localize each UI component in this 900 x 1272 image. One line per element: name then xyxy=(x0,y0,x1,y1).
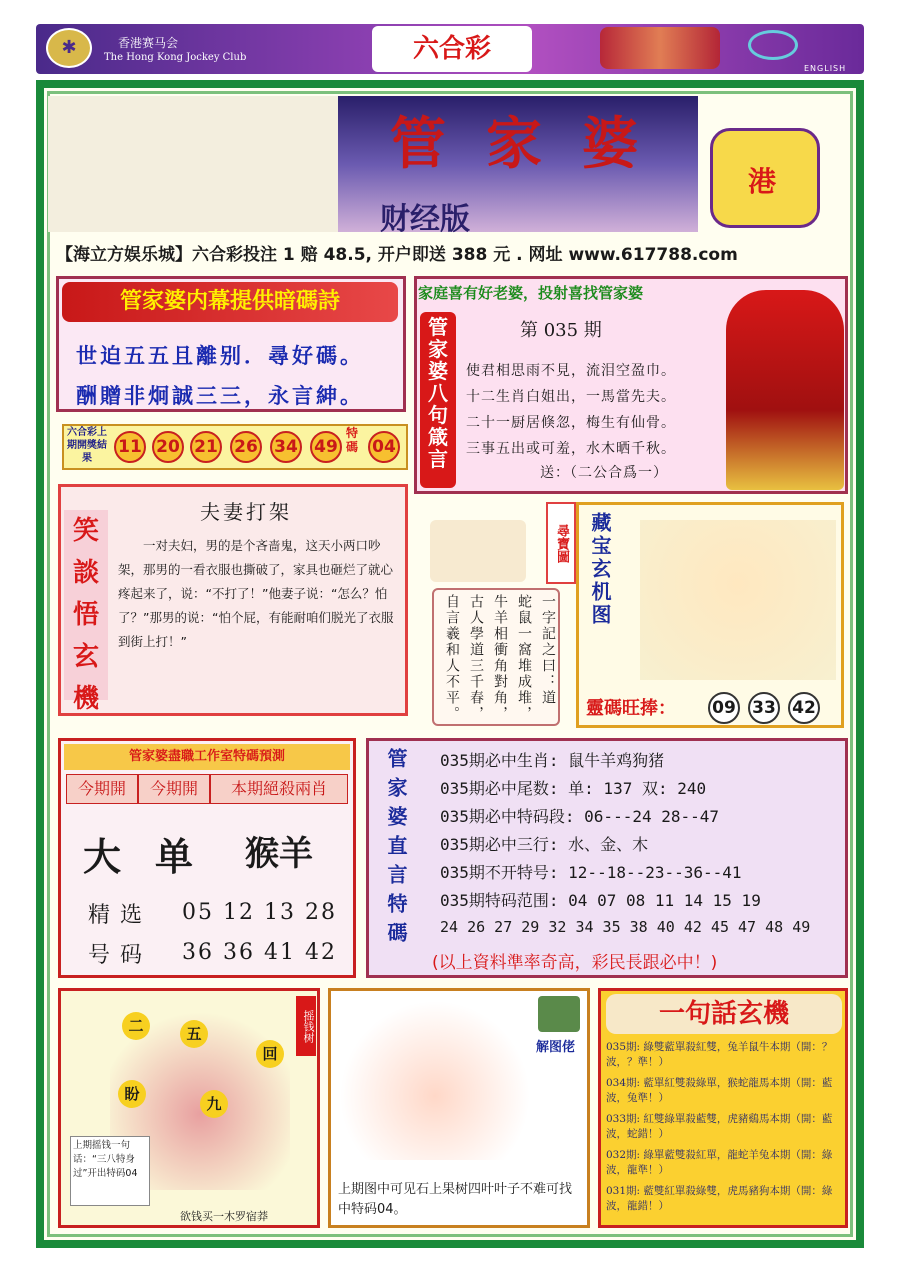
tree-caption: 欲钱买一木罗宿莽 xyxy=(180,1210,268,1223)
tree-ball: 盼 xyxy=(118,1080,146,1108)
direct-line: 035期必中尾数: 单: 137 双: 240 xyxy=(440,779,707,798)
direct-line: 035期必中生肖: 鼠牛羊鸡狗猪 xyxy=(440,751,665,770)
club-name-en: The Hong Kong Jockey Club xyxy=(104,52,247,63)
bagua-header: 家庭喜有好老婆，投射喜找管家婆 xyxy=(418,284,644,302)
joke-title: 夫妻打架 xyxy=(200,500,292,524)
result-ball: 21 xyxy=(190,431,222,463)
horse-rider-image xyxy=(430,520,526,582)
joke-text: 一对夫妇，男的是个吝啬鬼，这天小两口吵架，那男的一看衣服也撕破了，家具也砸烂了就心疼起来了，说：“不打了！”他妻子说：“怎么？怕了？”那男的说：“怕个屁，有能耐咱们脱光了衣服到街上打！” xyxy=(118,538,394,649)
predict-kill-zodiac: 猴羊 xyxy=(245,834,313,874)
predict-col-header: 本期絕殺兩肖 xyxy=(210,774,348,804)
direct-line: 035期必中三行: 水、金、木 xyxy=(440,835,649,854)
issue-number: 第 035 期 xyxy=(520,320,602,341)
direct-box xyxy=(366,738,848,978)
lantern-char: 港 xyxy=(748,165,777,198)
bagua-line: 使君相思雨不見，流泪空盈巾。 xyxy=(466,363,676,379)
result-ball: 49 xyxy=(310,431,342,463)
direct-line: 035期特码范围: 04 07 08 11 14 15 19 xyxy=(440,891,761,910)
predict-big-value: 单 xyxy=(154,834,193,879)
direct-line: 035期不开特号: 12--18--23--36--41 xyxy=(440,863,742,882)
special-label: 特碼 xyxy=(346,426,359,454)
club-name-cn: 香港赛马会 xyxy=(118,36,179,50)
direct-side-title: 管家婆直言特碼 xyxy=(384,748,408,951)
pick-label: 号码 xyxy=(88,943,153,968)
treasure-image xyxy=(640,520,836,680)
predict-col-header: 今期開 xyxy=(66,774,138,804)
result-ball: 26 xyxy=(230,431,262,463)
pick-numbers: 36 36 41 42 xyxy=(182,940,337,965)
tree-ball: 回 xyxy=(256,1040,284,1068)
banner-subtitle: 财经版 xyxy=(380,202,470,237)
banner-blank-area xyxy=(48,96,338,232)
one-sentence-title: 一句話玄機 xyxy=(606,994,842,1034)
lingma-number: 33 xyxy=(748,692,780,724)
scroll-col: 牛羊相衝角對角， xyxy=(492,594,508,722)
special-ball: 04 xyxy=(368,431,400,463)
bagua-line: 三事五出或可羞，水木晒千秋。 xyxy=(466,441,676,457)
scroll-col: 一字記之曰：道 xyxy=(540,594,556,706)
direct-footer: (以上資料準率奇高，彩民長跟必中！) xyxy=(432,953,718,973)
result-ball: 11 xyxy=(114,431,146,463)
one-sentence-line: 035期: 綠雙藍單殺紅雙，兔羊鼠牛本期（開：？波，？準！） xyxy=(606,1041,833,1068)
one-sentence-line: 034期: 藍單紅雙殺綠單，猴蛇龍馬本期（開：藍波，兔準！） xyxy=(606,1077,833,1104)
poem-line: 世迫五五且離别．尋好碼。 xyxy=(76,343,364,368)
riddle-text: 上期图中可见石上果树四叶叶子不难可找中特码04。 xyxy=(338,1182,573,1217)
result-ball: 34 xyxy=(270,431,302,463)
predict-col-header: 今期開 xyxy=(138,774,210,804)
money-tree-label: 摇钱树 xyxy=(296,996,316,1056)
horses-banner-image xyxy=(600,27,720,69)
banner-title: 管家婆 xyxy=(390,111,678,177)
poem-line: 酬贈非炯誠三三，永言紳。 xyxy=(76,383,364,408)
riddle-label: 解图佬 xyxy=(536,1040,576,1055)
tree-note: 上期摇钱一句话：“三八特身过”开出特码04 xyxy=(70,1136,150,1206)
bride-image xyxy=(726,290,844,490)
predict-big-value: 大 xyxy=(82,834,121,879)
bagua-line: 二十一厨居倏忽，梅生有仙骨。 xyxy=(466,415,676,431)
direct-line: 035期必中特码段: 06---24 28--47 xyxy=(440,807,720,826)
bagua-line: 十二生肖白姐出，一馬當先夫。 xyxy=(466,389,676,405)
bagua-line: 送：（二公合爲一） xyxy=(540,465,668,481)
treasure-title: 藏宝玄机图 xyxy=(588,512,612,627)
lingma-label: 靈碼旺捧： xyxy=(586,698,676,719)
joke-side-title: 笑談悟玄機 xyxy=(64,510,108,700)
treasure-map-label: 尋寶圖 xyxy=(546,502,576,584)
direct-line: 24 26 27 29 32 34 35 38 40 42 45 47 48 49 xyxy=(440,918,811,936)
pick-numbers: 05 12 13 28 xyxy=(182,900,337,925)
pick-label: 精选 xyxy=(88,903,153,928)
lingma-number: 42 xyxy=(788,692,820,724)
mark-six-title: 六合彩 xyxy=(372,26,532,72)
poem-title: 管家婆内幕提供暗碼詩 xyxy=(62,282,398,322)
one-sentence-line: 033期: 紅雙綠單殺藍雙，虎豬鷄馬本期（開：藍波，蛇錯！） xyxy=(606,1113,833,1140)
scroll-col: 自言羲和人不平。 xyxy=(444,594,460,722)
predict-header: 管家婆盡職工作室特碼預測 xyxy=(64,744,350,770)
riddle-icon xyxy=(538,996,580,1032)
riddle-image xyxy=(340,1000,530,1160)
bagua-side-title: 管家婆八句箴言 xyxy=(420,312,456,488)
tree-ball: 二 xyxy=(122,1012,150,1040)
tree-ball: 五 xyxy=(180,1020,208,1048)
scroll-col: 蛇鼠一窩堆成堆， xyxy=(516,594,532,722)
scroll-col: 古人學道三千春， xyxy=(468,594,484,722)
english-link[interactable]: ENGLISH xyxy=(804,64,847,73)
results-label: 六合彩上期開獎結果 xyxy=(67,427,107,464)
english-logo-icon[interactable] xyxy=(748,30,798,60)
result-ball: 20 xyxy=(152,431,184,463)
jockey-club-logo-icon[interactable]: ✱ xyxy=(46,28,92,68)
tree-ball: 九 xyxy=(200,1090,228,1118)
ad-link[interactable]: 【海立方娱乐城】六合彩投注 1 赔 48.5, 开户即送 388 元 . 网址 www.617788.com xyxy=(56,245,738,265)
one-sentence-line: 032期: 綠單藍雙殺紅單，龍蛇羊兔本期（開：綠波，龍準！） xyxy=(606,1149,833,1176)
lingma-number: 09 xyxy=(708,692,740,724)
one-sentence-line: 031期: 藍雙紅單殺綠雙，虎馬豬狗本期（開：綠波，龍錯！） xyxy=(606,1185,833,1212)
